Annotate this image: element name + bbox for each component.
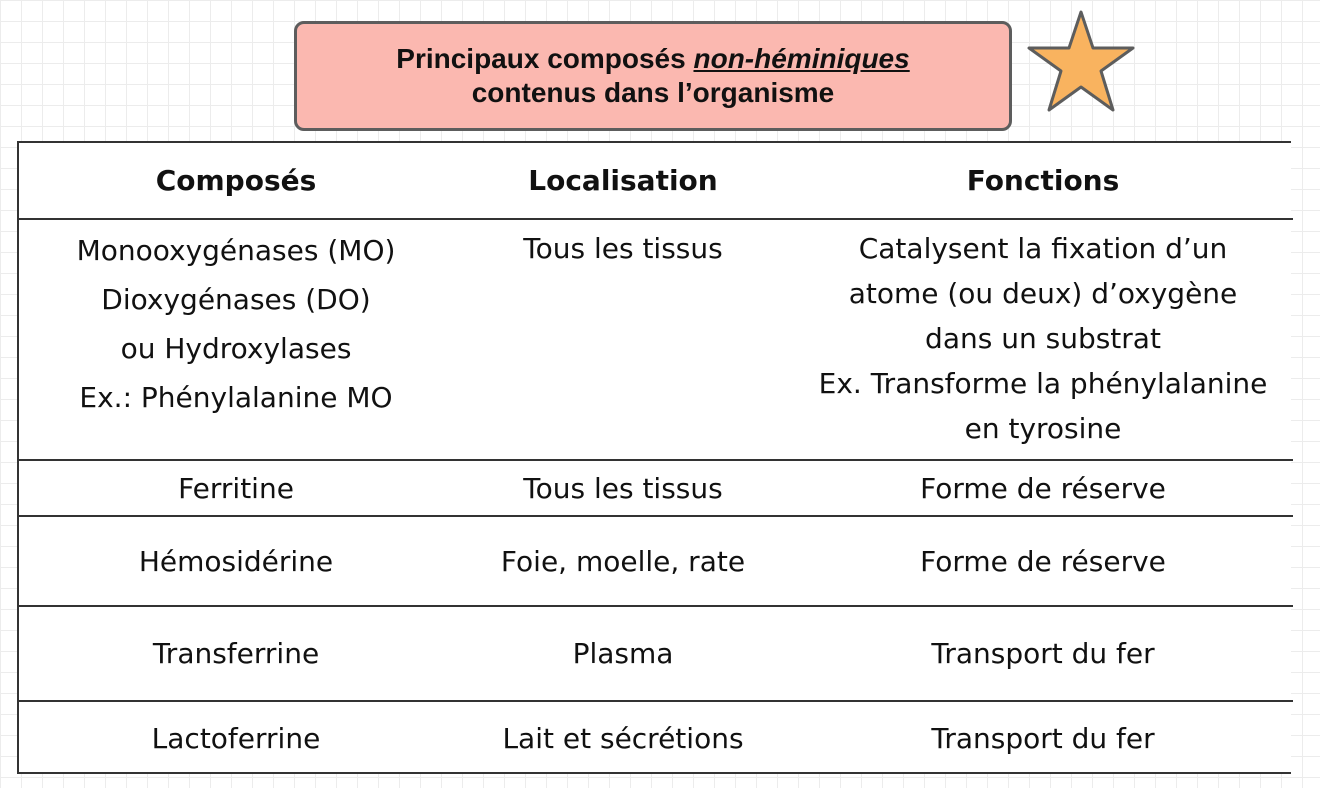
cell-compose: Ferritine (178, 471, 294, 505)
table-row (19, 605, 1293, 700)
cell-fonctions: Forme de réserve (920, 471, 1166, 505)
cell-localisation (453, 220, 793, 459)
title-box (294, 21, 1012, 131)
cell-compose: Transferrine (152, 637, 320, 670)
cell-localisation: Tous les tissus (523, 471, 723, 505)
table-row (19, 218, 1293, 459)
cell-fonctions (793, 220, 1293, 459)
table-row (19, 515, 1293, 605)
cell-fonctions: Forme de réserve (920, 544, 1166, 578)
star-icon (1025, 8, 1137, 116)
cell-line: Catalysent la fixation d’un (858, 232, 1228, 265)
header-localisation: Localisation (528, 164, 718, 197)
title-line-2: contenus dans l’organisme (471, 77, 835, 108)
cell-line: Ex.: Phénylalanine MO (79, 381, 393, 414)
cell-fonctions: Transport du fer (931, 637, 1155, 670)
header-fonctions: Fonctions (966, 164, 1120, 197)
cell-line: dans un substrat (925, 322, 1161, 355)
cell-compose: Lactoferrine (151, 721, 321, 755)
cell-localisation: Plasma (572, 637, 674, 670)
cell-line: Ex. Transforme la phénylalanine (818, 367, 1268, 400)
title-line-1 (396, 42, 909, 76)
table-row (19, 700, 1293, 774)
cell-localisation: Foie, moelle, rate (500, 544, 746, 578)
cell-compose: Hémosidérine (138, 544, 334, 578)
cell-line: en tyrosine (964, 412, 1122, 445)
title-prefix: Principaux composés (396, 43, 694, 74)
star-shape (1029, 12, 1133, 110)
table-header-row (19, 143, 1293, 218)
cell-line: Dioxygénases (DO) (101, 283, 371, 316)
cell-line: Tous les tissus (523, 232, 723, 265)
cell-localisation: Lait et sécrétions (502, 721, 744, 755)
title-emphasis: non-héminiques (693, 43, 910, 74)
cell-compose (19, 220, 453, 459)
cell-line: ou Hydroxylases (120, 332, 352, 365)
header-composes: Composés (155, 164, 317, 197)
compounds-table (17, 141, 1291, 774)
cell-line: Monooxygénases (MO) (76, 234, 396, 267)
table-row (19, 459, 1293, 515)
cell-line: atome (ou deux) d’oxygène (848, 277, 1238, 310)
cell-fonctions: Transport du fer (931, 721, 1155, 755)
